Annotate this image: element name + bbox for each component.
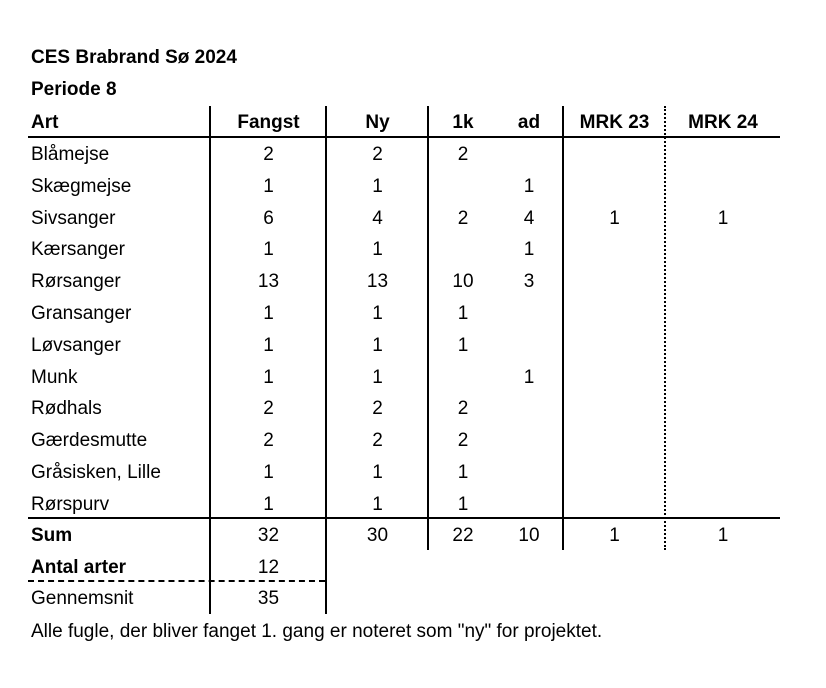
cell-1k: 2 [457, 207, 469, 229]
cell-art: Gransanger [31, 303, 132, 324]
cell-ny: 4 [372, 207, 383, 229]
cell-art: Rødhals [31, 398, 102, 420]
cell-fangst: 1 [263, 462, 274, 483]
cell-ny: 1 [372, 366, 383, 388]
sum-fangst: 32 [257, 525, 280, 546]
divider-mrk23-mrk24 [664, 106, 666, 550]
cell-ny: 2 [372, 144, 383, 165]
cell-fangst: 1 [263, 334, 274, 356]
cell-art: Rørspurv [31, 493, 110, 515]
cell-ad: 3 [523, 271, 535, 293]
gennemsnit-label: Gennemsnit [31, 588, 134, 609]
cell-ad: 1 [523, 366, 535, 388]
cell-ny: 1 [372, 239, 383, 261]
divider-art-fangst [209, 106, 211, 614]
header-mrk23: MRK 23 [579, 112, 650, 133]
cell-ny: 1 [372, 303, 383, 324]
cell-fangst: 1 [263, 366, 274, 388]
sum-1k: 22 [452, 525, 474, 546]
cell-ny: 1 [372, 493, 383, 515]
gennemsnit-value: 35 [257, 588, 280, 609]
cell-art: Kærsanger [31, 239, 125, 261]
header-art: Art [31, 112, 59, 133]
cell-1k: 1 [457, 334, 469, 356]
cell-fangst: 6 [263, 207, 274, 229]
cell-art: Blåmejse [31, 144, 110, 165]
cell-art: Gærdesmutte [31, 430, 148, 452]
cell-1k: 10 [452, 271, 474, 293]
header-ny: Ny [365, 112, 390, 133]
antal-arter-value: 12 [257, 557, 280, 578]
cell-mrk23: 1 [609, 207, 620, 229]
sum-ad: 10 [518, 525, 540, 546]
period-label: Periode 8 [31, 79, 117, 100]
cell-ny: 13 [366, 271, 389, 293]
cell-ad: 4 [523, 207, 535, 229]
cell-ny: 2 [372, 398, 383, 420]
divider-ny-1k [427, 106, 429, 550]
cell-fangst: 1 [263, 493, 274, 515]
cell-art: Munk [31, 366, 78, 388]
header-ad: ad [517, 112, 541, 133]
footnote: Alle fugle, der bliver fanget 1. gang er noteret som "ny" for projektet. [31, 621, 603, 642]
cell-art: Skægmejse [31, 175, 132, 197]
cell-1k: 2 [457, 430, 469, 452]
cell-fangst: 2 [263, 430, 274, 452]
antal-dashed-rule [28, 580, 325, 582]
cell-fangst: 2 [263, 144, 274, 165]
divider-fangst-ny [325, 106, 327, 614]
header-fangst: Fangst [237, 112, 300, 133]
cell-ad: 1 [523, 175, 535, 197]
antal-arter-label: Antal arter [31, 557, 127, 578]
cell-1k: 2 [457, 398, 469, 420]
sum-rule [28, 517, 780, 519]
header-rule [28, 136, 780, 138]
sum-mrk24: 1 [717, 525, 729, 546]
cell-fangst: 13 [257, 271, 280, 293]
cell-ad: 1 [523, 239, 535, 261]
cell-1k: 1 [457, 303, 469, 324]
cell-art: Løvsanger [31, 334, 121, 356]
header-1k: 1k [452, 112, 474, 133]
cell-art: Gråsisken, Lille [31, 462, 161, 483]
page-title: CES Brabrand Sø 2024 [31, 47, 237, 68]
cell-fangst: 2 [263, 398, 274, 420]
cell-fangst: 1 [263, 239, 274, 261]
sum-ny: 30 [366, 525, 389, 546]
divider-ad-mrk23 [562, 106, 564, 550]
cell-mrk24: 1 [717, 207, 729, 229]
cell-ny: 1 [372, 334, 383, 356]
cell-1k: 2 [457, 144, 469, 165]
cell-art: Sivsanger [31, 207, 116, 229]
cell-ny: 2 [372, 430, 383, 452]
sum-mrk23: 1 [609, 525, 620, 546]
cell-art: Rørsanger [31, 271, 121, 293]
cell-fangst: 1 [263, 175, 274, 197]
cell-fangst: 1 [263, 303, 274, 324]
sum-label: Sum [31, 525, 73, 546]
cell-ny: 1 [372, 462, 383, 483]
cell-1k: 1 [457, 493, 469, 515]
header-mrk24: MRK 24 [688, 112, 758, 133]
cell-1k: 1 [457, 462, 469, 483]
cell-ny: 1 [372, 175, 383, 197]
